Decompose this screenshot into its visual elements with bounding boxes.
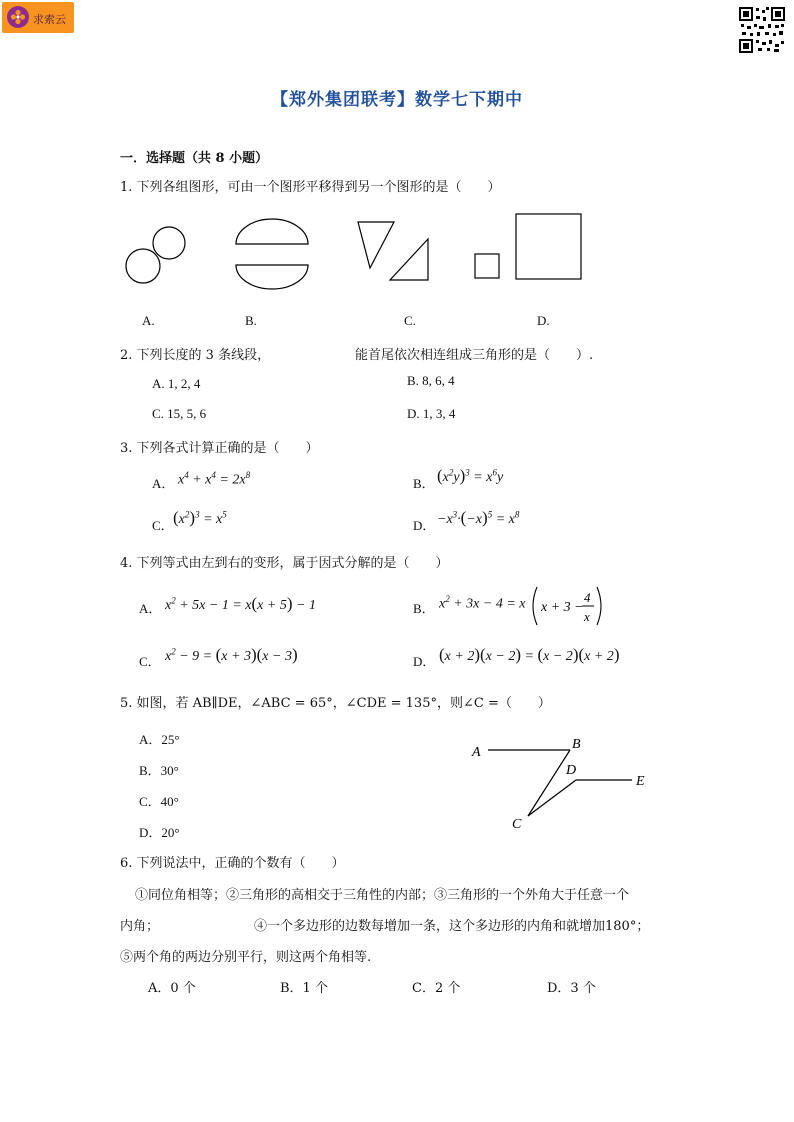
question-1-figures xyxy=(110,205,600,305)
q3-option-b-formula: $(x^2y)^3 = x^6y$ xyxy=(437,466,504,485)
q1-label-d: D. xyxy=(537,313,550,328)
q4-option-b-formula: $x^2 + 3x - 4 = x$ xyxy=(439,594,526,612)
qr-code-icon xyxy=(738,4,786,54)
q3-letter-c: C． xyxy=(152,518,174,533)
q3-letter-a: A． xyxy=(152,476,175,491)
q4-letter-a: A． xyxy=(139,601,162,616)
fig-b-lower-half xyxy=(236,265,308,289)
question-2-stem-cont: 能首尾依次相连组成三角形的是（ ）. xyxy=(355,348,594,363)
question-2-stem: 2. 下列长度的 3 条线段， xyxy=(120,348,271,363)
point-label-d: D xyxy=(566,763,577,778)
q6-statement-line-1: ①同位角相等；②三角形的高相交于三角性的内部；③三角形的一个外角大于任意一个 xyxy=(135,888,630,903)
q1-label-c: C. xyxy=(404,313,416,328)
point-label-e: E xyxy=(636,774,645,789)
point-label-b: B xyxy=(572,737,581,752)
q6-option-d: D．3 个 xyxy=(547,981,596,996)
fig-a-circle-large xyxy=(126,249,160,283)
svg-text:x + 3 −: x + 3 − xyxy=(541,600,584,615)
q4-letter-b: B． xyxy=(413,601,435,616)
q3-option-a-formula: $x^4 + x^4 = 2x^8$ xyxy=(178,470,251,488)
q2-option-b: B. 8, 6, 4 xyxy=(407,373,455,388)
q2-option-a: A. 1, 2, 4 xyxy=(152,376,201,391)
fig-a-circle-small xyxy=(153,227,185,259)
brand-logo xyxy=(2,2,74,33)
q5-geometry-figure xyxy=(460,730,660,835)
q4-letter-d: D． xyxy=(413,654,436,669)
q3-option-c-formula: $(x^2)^3 = x^5$ xyxy=(173,508,227,527)
q5-option-c: C．40° xyxy=(139,794,179,809)
question-4-stem: 4. 下列等式由左到右的变形，属于因式分解的是（ ） xyxy=(120,556,449,571)
fig-c-triangle-right xyxy=(390,239,428,280)
fig-d-large-square xyxy=(516,214,581,279)
point-label-a: A xyxy=(472,745,481,760)
q6-statement-line-2b: ④一个多边形的边数每增加一条，这个多边形的内角和就增加180°； xyxy=(254,919,650,934)
flower-icon xyxy=(7,6,29,28)
question-3-stem: 3. 下列各式计算正确的是（ ） xyxy=(120,441,319,456)
fig-b-upper-half xyxy=(236,219,308,244)
svg-text:4: 4 xyxy=(584,590,591,605)
q5-option-a: A．25° xyxy=(139,732,180,747)
question-5-stem: 5. 如图，若 AB∥DE，∠ABC = 65°，∠CDE = 135°，则∠C =（ ） xyxy=(120,696,551,711)
q6-option-a: A．0 个 xyxy=(148,981,196,996)
page-title: 【郑外集团联考】数学七下期中 xyxy=(271,90,523,110)
q4-option-a-formula: $x^2 + 5x - 1 = x(x + 5) - 1$ xyxy=(165,594,316,613)
brand-name: 求索云 xyxy=(33,13,66,26)
q1-label-a: A. xyxy=(142,313,155,328)
q6-option-c: C．2 个 xyxy=(412,981,461,996)
q6-statement-line-2a: 内角； xyxy=(120,919,160,934)
point-label-c: C xyxy=(512,817,522,832)
q4-option-c-formula: $x^2 - 9 = (x + 3)(x - 3)$ xyxy=(165,645,298,664)
fig-d-small-square xyxy=(475,254,499,278)
svg-text:x: x xyxy=(584,609,590,624)
q5-option-d: D．20° xyxy=(139,825,180,840)
q6-option-b: B．1 个 xyxy=(280,981,328,996)
q3-option-d-formula: $-x^3\cdot(-x)^5 = x^8$ xyxy=(437,508,520,527)
q4-option-d-formula: (x + 2)(x − 2) = (x − 2)(x + 2) xyxy=(439,645,620,664)
question-6-stem: 6. 下列说法中，正确的个数有（ ） xyxy=(120,856,345,871)
q1-label-b: B. xyxy=(245,313,257,328)
q2-option-d: D. 1, 3, 4 xyxy=(407,406,456,421)
section-heading: 一．选择题（共 8 小题） xyxy=(120,151,269,166)
q3-letter-d: D． xyxy=(413,518,436,533)
fig-c-triangle-left xyxy=(358,222,394,268)
q4-option-b-fraction-part xyxy=(527,584,607,628)
q3-letter-b: B． xyxy=(413,476,435,491)
q4-letter-c: C． xyxy=(139,654,161,669)
q5-option-b: B．30° xyxy=(139,763,179,778)
q2-option-c: C. 15, 5, 6 xyxy=(152,406,207,421)
q6-statement-line-3: ⑤两个角的两边分别平行，则这两个角相等. xyxy=(120,950,372,965)
question-1-stem: 1. 下列各组图形，可由一个图形平移得到另一个图形的是（ ） xyxy=(120,180,501,195)
